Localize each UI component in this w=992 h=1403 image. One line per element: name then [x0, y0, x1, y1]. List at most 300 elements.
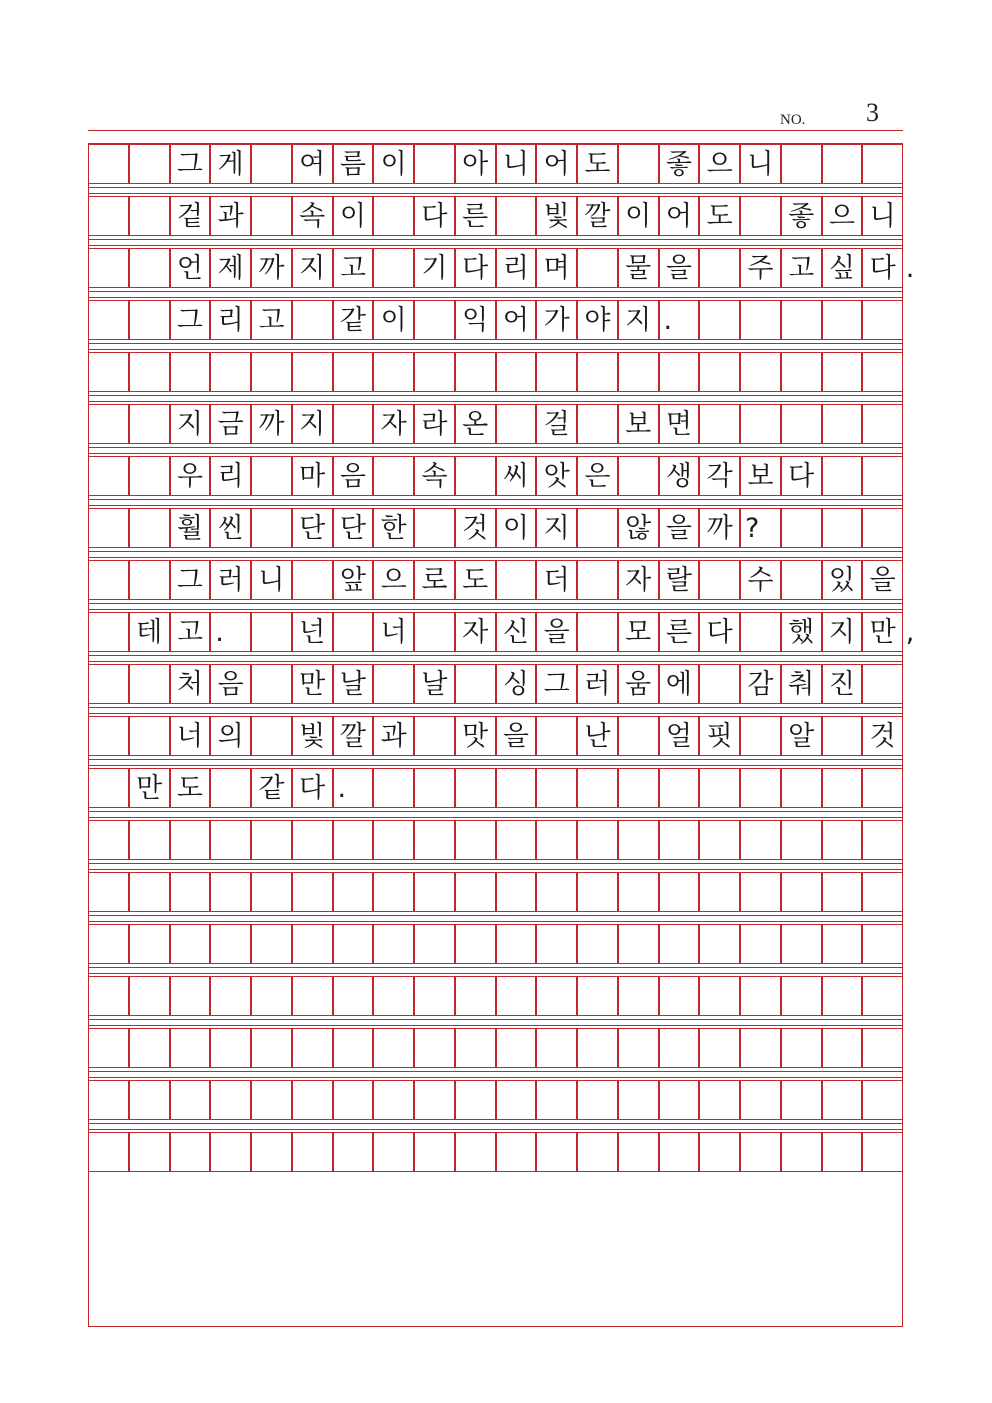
grid-cell — [88, 872, 129, 912]
grid-cell: 지 — [170, 404, 211, 444]
grid-cell: 로 — [414, 560, 455, 600]
grid-cell — [129, 1080, 170, 1120]
grid-cell — [862, 768, 903, 808]
grid-cell: 고 — [251, 300, 292, 340]
grid-row — [88, 1080, 903, 1120]
grid-cell: 까 — [251, 248, 292, 288]
row-separator — [88, 609, 903, 610]
grid-cell: . — [210, 612, 251, 652]
grid-cell: 것 — [455, 508, 496, 548]
grid-cell — [129, 924, 170, 964]
grid-cell: 날 — [333, 664, 374, 704]
grid-cell — [699, 664, 740, 704]
grid-cell: 을 — [659, 508, 700, 548]
row-separator — [88, 817, 903, 818]
grid-cell — [699, 352, 740, 392]
grid-cell — [373, 924, 414, 964]
grid-cell — [781, 924, 822, 964]
grid-cell — [781, 560, 822, 600]
grid-cell — [414, 144, 455, 184]
grid-cell — [455, 872, 496, 912]
grid-cell: 게 — [210, 144, 251, 184]
grid-cell — [251, 664, 292, 704]
grid-cell — [210, 924, 251, 964]
grid-cell: 을 — [536, 612, 577, 652]
grid-cell — [577, 1132, 618, 1172]
grid-cell — [740, 612, 781, 652]
grid-row — [88, 352, 903, 392]
grid-cell — [862, 924, 903, 964]
row-separator — [88, 707, 903, 708]
grid-cell: 온 — [455, 404, 496, 444]
grid-cell: 까 — [251, 404, 292, 444]
grid-cell — [292, 924, 333, 964]
grid-cell: 싱 — [496, 664, 537, 704]
grid-cell — [740, 820, 781, 860]
grid-cell — [129, 820, 170, 860]
grid-row — [88, 248, 915, 288]
grid-cell: 다 — [414, 196, 455, 236]
grid-cell: 씨 — [496, 456, 537, 496]
grid-cell: 다 — [292, 768, 333, 808]
grid-cell — [659, 1132, 700, 1172]
grid-cell: 리 — [210, 456, 251, 496]
grid-cell — [88, 1132, 129, 1172]
row-separator — [88, 661, 903, 662]
grid-cell — [251, 196, 292, 236]
grid-cell — [333, 1132, 374, 1172]
grid-cell — [822, 404, 863, 444]
grid-cell: 보 — [740, 456, 781, 496]
grid-cell: 른 — [455, 196, 496, 236]
grid-cell — [88, 768, 129, 808]
grid-cell — [414, 820, 455, 860]
grid-cell — [822, 716, 863, 756]
grid-cell — [292, 1080, 333, 1120]
grid-cell — [618, 924, 659, 964]
grid-cell — [292, 560, 333, 600]
grid-cell — [251, 1028, 292, 1068]
grid-cell: 넌 — [292, 612, 333, 652]
row-separator — [88, 1123, 903, 1124]
grid-row — [88, 144, 903, 184]
grid-cell: 물 — [618, 248, 659, 288]
grid-cell — [414, 612, 455, 652]
grid-cell — [781, 1080, 822, 1120]
grid-cell — [740, 976, 781, 1016]
grid-cell: . — [333, 768, 374, 808]
grid-cell — [333, 872, 374, 912]
grid-cell: 다 — [862, 248, 903, 288]
row-separator — [88, 1025, 903, 1026]
grid-cell — [88, 716, 129, 756]
grid-cell — [251, 976, 292, 1016]
grid-cell: 리 — [210, 300, 251, 340]
grid-cell: 고 — [781, 248, 822, 288]
grid-cell — [496, 768, 537, 808]
grid-cell — [88, 924, 129, 964]
grid-cell — [88, 508, 129, 548]
grid-cell: 있 — [822, 560, 863, 600]
grid-cell — [373, 1132, 414, 1172]
grid-cell: 지 — [292, 404, 333, 444]
grid-cell — [88, 144, 129, 184]
grid-row — [88, 1028, 903, 1068]
grid-cell: 과 — [373, 716, 414, 756]
grid-cell — [88, 664, 129, 704]
grid-cell: 니 — [251, 560, 292, 600]
grid-cell — [577, 924, 618, 964]
grid-cell — [618, 976, 659, 1016]
grid-cell — [373, 352, 414, 392]
grid-cell — [822, 924, 863, 964]
row-separator — [88, 765, 903, 766]
grid-cell: 신 — [496, 612, 537, 652]
grid-cell: 자 — [618, 560, 659, 600]
grid-cell — [129, 196, 170, 236]
grid-cell: 그 — [536, 664, 577, 704]
grid-cell — [292, 976, 333, 1016]
grid-cell: 랄 — [659, 560, 700, 600]
grid-cell — [373, 768, 414, 808]
row-separator — [88, 551, 903, 552]
grid-row — [88, 560, 903, 600]
grid-cell: 른 — [659, 612, 700, 652]
grid-row — [88, 924, 903, 964]
grid-cell — [170, 924, 211, 964]
row-separator — [88, 239, 903, 240]
grid-cell — [251, 352, 292, 392]
grid-cell — [88, 612, 129, 652]
grid-cell: 이 — [496, 508, 537, 548]
grid-cell: 만 — [862, 612, 903, 652]
grid-cell: 빛 — [536, 196, 577, 236]
grid-cell — [88, 352, 129, 392]
grid-cell — [659, 872, 700, 912]
grid-cell — [862, 1080, 903, 1120]
grid-cell: 으 — [699, 144, 740, 184]
grid-cell — [740, 196, 781, 236]
grid-cell — [170, 872, 211, 912]
grid-cell — [373, 196, 414, 236]
grid-cell: 한 — [373, 508, 414, 548]
grid-cell — [414, 768, 455, 808]
grid-cell: 어 — [659, 196, 700, 236]
grid-cell: 자 — [373, 404, 414, 444]
grid-cell: 생 — [659, 456, 700, 496]
grid-cell: 그 — [170, 560, 211, 600]
grid-cell — [740, 768, 781, 808]
grid-cell: 날 — [414, 664, 455, 704]
grid-cell — [414, 872, 455, 912]
grid-cell: 음 — [333, 456, 374, 496]
grid-cell — [618, 1132, 659, 1172]
grid-cell — [577, 768, 618, 808]
grid-cell — [781, 404, 822, 444]
grid-cell — [699, 248, 740, 288]
grid-cell — [822, 768, 863, 808]
grid-cell: 지 — [536, 508, 577, 548]
row-separator — [88, 973, 903, 974]
grid-cell — [251, 508, 292, 548]
grid-cell — [129, 456, 170, 496]
grid-cell — [129, 872, 170, 912]
grid-cell — [170, 820, 211, 860]
grid-cell — [251, 820, 292, 860]
grid-cell — [373, 248, 414, 288]
grid-cell — [740, 872, 781, 912]
grid-cell — [740, 300, 781, 340]
grid-cell — [577, 1080, 618, 1120]
grid-cell — [455, 1080, 496, 1120]
grid-cell: 기 — [414, 248, 455, 288]
grid-cell — [699, 820, 740, 860]
grid-cell: 러 — [577, 664, 618, 704]
grid-cell — [210, 352, 251, 392]
grid-cell — [577, 560, 618, 600]
grid-cell — [536, 768, 577, 808]
grid-cell: 리 — [496, 248, 537, 288]
grid-cell: 알 — [781, 716, 822, 756]
grid-cell — [210, 1028, 251, 1068]
grid-cell: 다 — [699, 612, 740, 652]
grid-cell — [862, 1028, 903, 1068]
grid-cell: 그 — [170, 300, 211, 340]
grid-cell — [333, 352, 374, 392]
grid-cell — [88, 560, 129, 600]
grid-cell: 지 — [618, 300, 659, 340]
grid-cell — [455, 924, 496, 964]
row-separator — [88, 863, 903, 864]
grid-row — [88, 716, 903, 756]
overflow-punctuation: . — [905, 252, 915, 284]
row-separator — [88, 921, 903, 922]
row-separator — [88, 193, 903, 194]
grid-cell — [251, 1080, 292, 1120]
row-separator — [88, 869, 903, 870]
grid-cell: 라 — [414, 404, 455, 444]
grid-cell: 앞 — [333, 560, 374, 600]
grid-cell — [862, 144, 903, 184]
grid-cell — [577, 976, 618, 1016]
grid-cell: 으 — [822, 196, 863, 236]
grid-cell — [414, 300, 455, 340]
grid-cell: 만 — [292, 664, 333, 704]
grid-cell — [699, 1132, 740, 1172]
grid-cell — [251, 924, 292, 964]
grid-cell — [659, 1028, 700, 1068]
grid-cell: 만 — [129, 768, 170, 808]
grid-cell — [496, 1132, 537, 1172]
grid-cell — [618, 144, 659, 184]
grid-cell — [373, 1080, 414, 1120]
grid-cell — [414, 508, 455, 548]
row-separator — [88, 557, 903, 558]
grid-cell — [822, 352, 863, 392]
grid-cell: 자 — [455, 612, 496, 652]
grid-row — [88, 1132, 903, 1172]
grid-cell: 감 — [740, 664, 781, 704]
grid-cell: 너 — [170, 716, 211, 756]
grid-cell: . — [659, 300, 700, 340]
grid-cell — [740, 716, 781, 756]
row-separator — [88, 811, 903, 812]
grid-cell — [822, 144, 863, 184]
grid-cell — [414, 924, 455, 964]
grid-cell: 난 — [577, 716, 618, 756]
grid-row — [88, 404, 903, 444]
grid-cell: 걸 — [536, 404, 577, 444]
grid-cell — [496, 1080, 537, 1120]
grid-cell — [455, 768, 496, 808]
grid-cell: 싶 — [822, 248, 863, 288]
grid-cell — [618, 1080, 659, 1120]
grid-cell — [414, 352, 455, 392]
grid-cell — [210, 768, 251, 808]
grid-cell — [781, 976, 822, 1016]
grid-cell — [822, 1028, 863, 1068]
grid-cell: 속 — [292, 196, 333, 236]
grid-cell — [414, 1028, 455, 1068]
grid-cell — [862, 352, 903, 392]
grid-cell — [414, 1132, 455, 1172]
grid-cell — [862, 664, 903, 704]
grid-cell — [536, 872, 577, 912]
grid-cell — [333, 1028, 374, 1068]
grid-cell: 언 — [170, 248, 211, 288]
grid-cell: 앗 — [536, 456, 577, 496]
row-separator — [88, 343, 903, 344]
grid-cell — [129, 976, 170, 1016]
grid-cell — [781, 300, 822, 340]
grid-cell — [455, 456, 496, 496]
grid-cell — [740, 404, 781, 444]
grid-cell — [88, 1028, 129, 1068]
grid-cell: 니 — [740, 144, 781, 184]
grid-cell — [699, 768, 740, 808]
grid-cell: 것 — [862, 716, 903, 756]
grid-cell: 주 — [740, 248, 781, 288]
grid-cell — [292, 872, 333, 912]
grid-cell: 마 — [292, 456, 333, 496]
grid-cell — [618, 872, 659, 912]
grid-cell — [577, 820, 618, 860]
grid-cell: 야 — [577, 300, 618, 340]
overflow-punctuation: , — [905, 616, 915, 648]
grid-cell: 도 — [170, 768, 211, 808]
grid-cell: 은 — [577, 456, 618, 496]
grid-cell — [781, 820, 822, 860]
grid-cell — [455, 1132, 496, 1172]
row-separator — [88, 915, 903, 916]
grid-cell: 다 — [781, 456, 822, 496]
grid-cell — [577, 612, 618, 652]
grid-cell — [822, 820, 863, 860]
grid-row — [88, 976, 903, 1016]
grid-cell: 금 — [210, 404, 251, 444]
grid-cell — [740, 1080, 781, 1120]
grid-cell — [88, 456, 129, 496]
grid-cell — [292, 820, 333, 860]
grid-cell — [170, 1028, 211, 1068]
row-separator — [88, 401, 903, 402]
grid-cell: 겉 — [170, 196, 211, 236]
grid-cell — [740, 924, 781, 964]
header-rule — [88, 130, 903, 131]
grid-cell — [822, 1080, 863, 1120]
grid-cell — [88, 248, 129, 288]
grid-cell — [862, 508, 903, 548]
grid-cell: 도 — [455, 560, 496, 600]
grid-cell — [373, 976, 414, 1016]
grid-cell — [129, 352, 170, 392]
grid-cell — [536, 820, 577, 860]
grid-cell: 않 — [618, 508, 659, 548]
grid-cell — [536, 352, 577, 392]
grid-cell — [455, 976, 496, 1016]
grid-cell — [618, 352, 659, 392]
grid-cell: 다 — [455, 248, 496, 288]
grid-cell — [781, 144, 822, 184]
grid-cell — [251, 716, 292, 756]
grid-cell: 을 — [659, 248, 700, 288]
grid-cell — [822, 872, 863, 912]
grid-cell: 처 — [170, 664, 211, 704]
grid-cell: 춰 — [781, 664, 822, 704]
row-separator — [88, 1129, 903, 1130]
grid-cell — [577, 872, 618, 912]
grid-cell — [129, 1028, 170, 1068]
grid-cell — [414, 1080, 455, 1120]
grid-cell: 깔 — [333, 716, 374, 756]
grid-cell — [659, 924, 700, 964]
row-separator — [88, 967, 903, 968]
grid-cell — [210, 1080, 251, 1120]
grid-cell — [862, 404, 903, 444]
grid-cell — [781, 352, 822, 392]
grid-cell — [862, 820, 903, 860]
grid-cell: 보 — [618, 404, 659, 444]
grid-cell: 같 — [251, 768, 292, 808]
grid-row — [88, 768, 903, 808]
row-separator — [88, 1019, 903, 1020]
grid-cell — [618, 1028, 659, 1068]
grid-cell — [577, 352, 618, 392]
grid-cell: 도 — [577, 144, 618, 184]
grid-cell — [536, 976, 577, 1016]
grid-cell — [333, 404, 374, 444]
grid-cell: 그 — [170, 144, 211, 184]
grid-cell: 면 — [659, 404, 700, 444]
grid-cell — [577, 248, 618, 288]
grid-cell: 단 — [333, 508, 374, 548]
grid-cell: 제 — [210, 248, 251, 288]
grid-cell: 더 — [536, 560, 577, 600]
grid-cell: 깔 — [577, 196, 618, 236]
grid-cell — [170, 352, 211, 392]
grid-cell — [210, 872, 251, 912]
grid-cell: 에 — [659, 664, 700, 704]
grid-cell — [251, 612, 292, 652]
grid-row — [88, 456, 903, 496]
grid-cell — [781, 872, 822, 912]
grid-cell — [170, 1080, 211, 1120]
grid-cell — [251, 1132, 292, 1172]
grid-cell: 모 — [618, 612, 659, 652]
grid-cell — [170, 976, 211, 1016]
grid-cell — [699, 300, 740, 340]
grid-cell — [129, 508, 170, 548]
